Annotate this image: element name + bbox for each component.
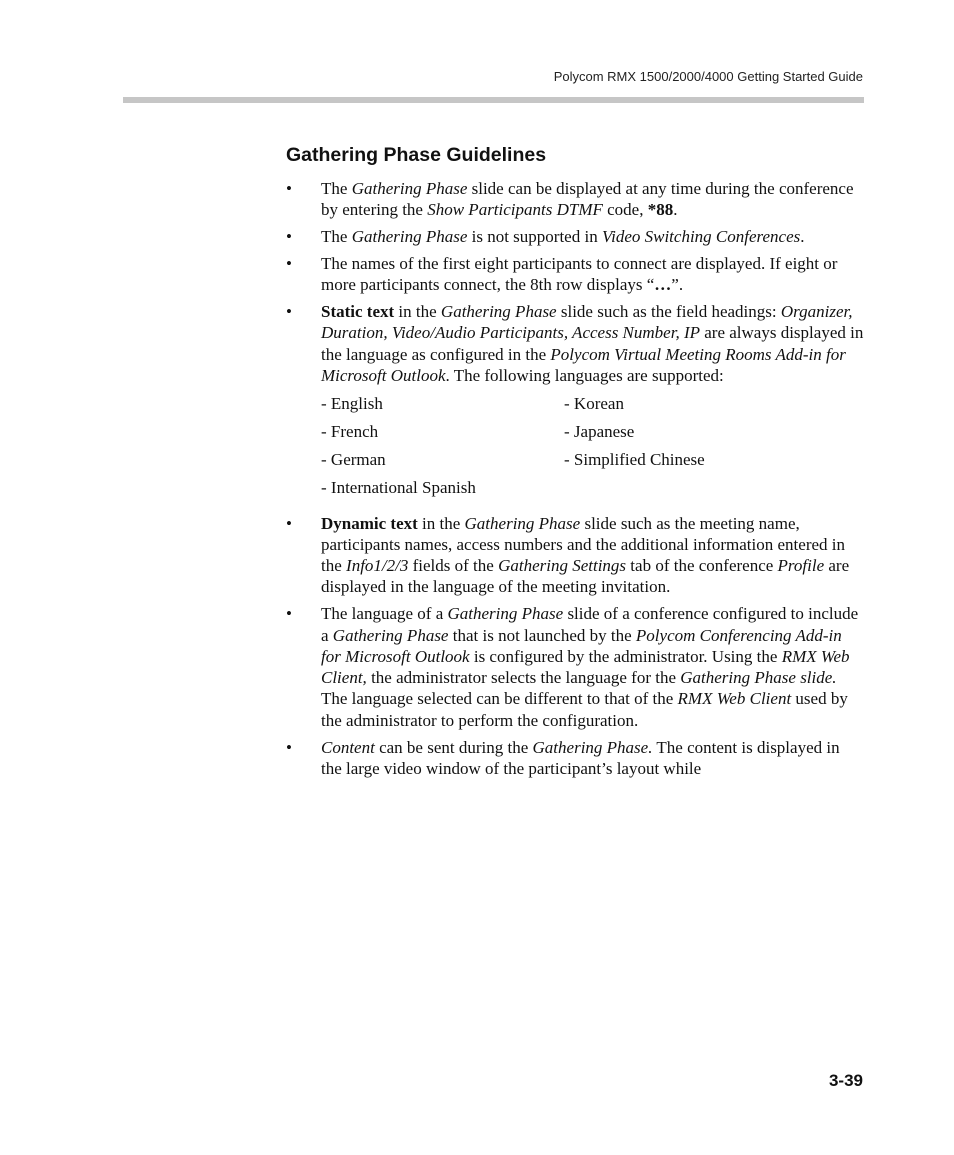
bullet-slide-language: • The language of a Gathering Phase slide of a conference configured to include a Gathering Phase that is not launched by the Polycom Conferencing Add-in for Microsoft Outlook is configured by the administrator. Using the RMX Web Client, the administrator selects the language for the Gathering Phase slide. The language selected can be different to that of the RMX Web Client used by the administrator to perform the configuration.: [286, 603, 864, 731]
bullet-participant-names: • The names of the first eight participants to connect are displayed. If eight or more participants connect, the 8th row displays “…”.: [286, 253, 864, 296]
page-content: [286, 178, 864, 785]
language-item: - Japanese: [564, 421, 635, 441]
language-item: - German: [321, 450, 386, 470]
bullet-dynamic-text: • Dynamic text in the Gathering Phase slide such as the meeting name, participants names, access numbers and the additional information entered in the Info1/2/3 fields of the Gathering Settings tab of the conference Profile are displayed in the language of the meeting invitation.: [286, 513, 864, 598]
language-item: - Korean: [564, 393, 624, 413]
guidelines-list: [286, 178, 864, 779]
bullet-static-text: • Static text in the Gathering Phase slide such as the field headings: Organizer, Duration, Video/Audio Participants, Access Number, IP are always displayed in the language as configured in the Polycom Virtual Meeting Rooms Add-in for Microsoft Outlook. The following languages are supported: - English - Korean - French - Japanese - German - Simplified Chinese - International Spanish: [286, 301, 864, 499]
language-item: - French: [321, 421, 379, 441]
header-rule: [123, 97, 864, 103]
bullet-content: • Content can be sent during the Gathering Phase. The content is displayed in the large video window of the participant’s layout while: [286, 737, 864, 780]
section-title: Gathering Phase Guidelines: [286, 144, 547, 166]
languages-grid: [321, 393, 864, 499]
language-item: - International Spanish: [321, 478, 476, 498]
bullet-video-switching: • The Gathering Phase is not supported in Video Switching Conferences.: [286, 226, 864, 247]
running-header: Polycom RMX 1500/2000/4000 Getting Started Guide: [553, 69, 863, 84]
bullet-show-dtmf: • The Gathering Phase slide can be displayed at any time during the conference by entering the Show Participants DTMF code, *88.: [286, 178, 864, 221]
language-item: - Simplified Chinese: [564, 450, 705, 470]
language-item: - English: [321, 393, 383, 413]
page-number: 3-39: [828, 1071, 863, 1090]
